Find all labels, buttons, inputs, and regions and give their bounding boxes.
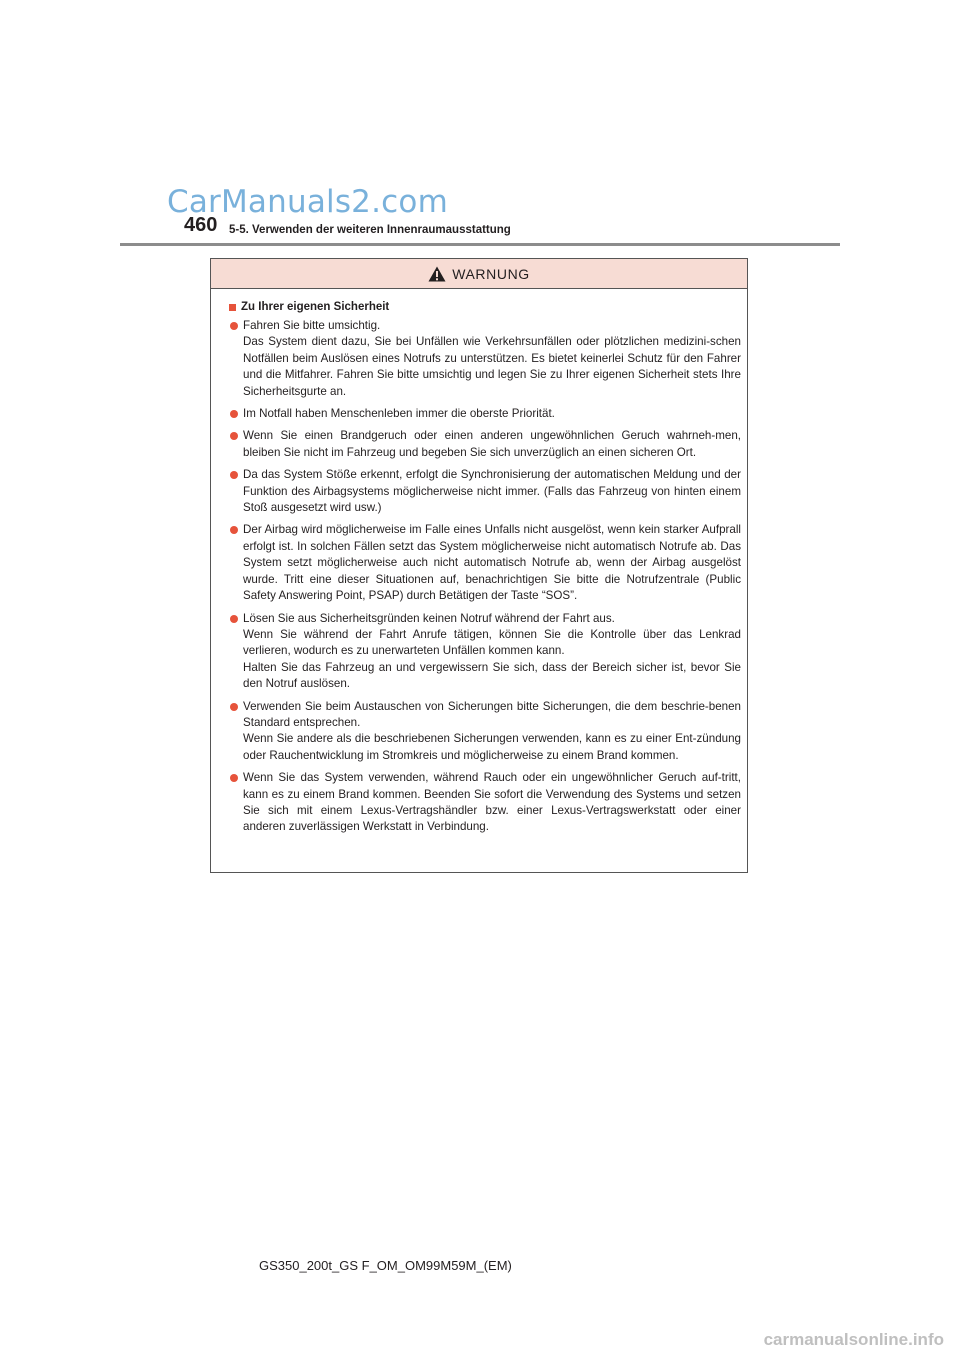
bullet-dot-icon	[230, 615, 238, 623]
bullet-dot-icon	[230, 703, 238, 711]
warning-item	[229, 611, 741, 693]
page-number: 460	[184, 214, 218, 236]
warning-item-line: Halten Sie das Fahrzeug an und vergewissern Sie sich, dass der Bereich sicher ist, bevor Sie den Notruf auslösen.	[243, 660, 741, 691]
bullet-dot-icon	[230, 432, 238, 440]
warning-item-line: Da das System Stöße erkennt, erfolgt die Synchronisierung der automatischen Meldung und der Funktion des Airbagsystems möglicherweise nicht immer. (Falls das Fahrzeug von hinten einem Stoß ausgesetzt wird usw.)	[243, 468, 741, 515]
bullet-dot-icon	[230, 322, 238, 330]
watermark-carmanuals2: CarManuals2.com	[167, 184, 448, 220]
bullet-dot-icon	[230, 471, 238, 479]
safety-heading-text: Zu Ihrer eigenen Sicherheit	[241, 301, 390, 313]
warning-item-line: Das System dient dazu, Sie bei Unfällen wie Verkehrsunfällen oder plötzlichen medizini-schen Notfällen beim Auslösen eines Notrufs zu unterstützen. Es bietet keinerlei Schutz für den Fahrer und die Mitfahrer. Fahren Sie bitte umsichtig und legen Sie zu Ihrer eigenen Sicherheit stets Ihre Sicherheitsgurte an.	[243, 335, 741, 398]
warning-item	[229, 522, 741, 604]
bullet-dot-icon	[230, 526, 238, 534]
warning-item	[229, 770, 741, 836]
watermark-carmanualsonline: carmanualsonline.info	[763, 1330, 944, 1349]
safety-heading	[229, 301, 741, 313]
warning-item-line: Im Notfall haben Menschenleben immer die oberste Priorität.	[243, 407, 555, 421]
warning-item	[229, 318, 741, 400]
document-code: GS350_200t_GS F_OM_OM99M59M_(EM)	[259, 1258, 512, 1273]
warning-triangle-icon	[428, 266, 446, 282]
warning-header	[211, 259, 747, 289]
warning-body	[211, 289, 747, 836]
warning-item-line: Wenn Sie das System verwenden, während Rauch oder ein ungewöhnlicher Geruch auf-tritt, kann es zu einem Brand kommen. Beenden Sie sofort die Verwendung des Systems und setzen Sie sich mit einem Lexus-Vertragshändler bzw. einer Lexus-Vertragswerkstatt oder einer anderen zuverlässigen Werkstatt in Verbindung.	[243, 771, 741, 834]
bullet-dot-icon	[230, 410, 238, 418]
warning-item-line: Fahren Sie bitte umsichtig.	[243, 319, 381, 332]
warning-item	[229, 428, 741, 461]
warning-item-line: Lösen Sie aus Sicherheitsgründen keinen Notruf während der Fahrt aus.	[243, 611, 615, 625]
warning-item-line: Wenn Sie während der Fahrt Anrufe tätigen, können Sie die Kontrolle über das Lenkrad verlieren, wodurch es zu unerwarteten Unfällen kommen kann.	[243, 627, 741, 658]
header-divider	[120, 243, 840, 246]
square-bullet-icon	[229, 304, 236, 311]
warning-box	[210, 258, 748, 873]
warning-item-line: Wenn Sie andere als die beschriebenen Sicherungen verwenden, kann es zu einer Ent-zündung oder Rauchentwicklung im Stromkreis und möglicherweise zu einem Brand kommen.	[243, 732, 741, 762]
warning-item	[229, 699, 741, 765]
warning-item-line: Verwenden Sie beim Austauschen von Sicherungen bitte Sicherungen, die dem beschrie-benen Standard entsprechen.	[243, 699, 741, 729]
warning-item	[229, 406, 741, 422]
bullet-dot-icon	[230, 774, 238, 782]
warning-item	[229, 467, 741, 516]
warning-title: WARNUNG	[452, 265, 530, 282]
warning-item-line: Der Airbag wird möglicherweise im Falle eines Unfalls nicht ausgelöst, wenn kein starker Aufprall erfolgt ist. In solchen Fällen setzt das System möglicherweise nicht automatisch Notrufe ab. Das System setzt möglicherweise auch nicht automatisch Notrufe ab, wenn der Airbag ausgelöst wurde. Tritt eine dieser Situationen auf, benachrichtigen Sie bitte die Notrufzentrale (Public Safety Answering Point, PSAP) durch Betätigen der Taste “SOS”.	[243, 523, 741, 603]
warning-item-line: Wenn Sie einen Brandgeruch oder einen anderen ungewöhnlichen Geruch wahrneh-men, bleiben Sie nicht im Fahrzeug und begeben Sie sich unverzüglich an einen sicheren Ort.	[243, 429, 741, 459]
section-title: 5-5. Verwenden der weiteren Innenraumausstattung	[229, 224, 511, 236]
